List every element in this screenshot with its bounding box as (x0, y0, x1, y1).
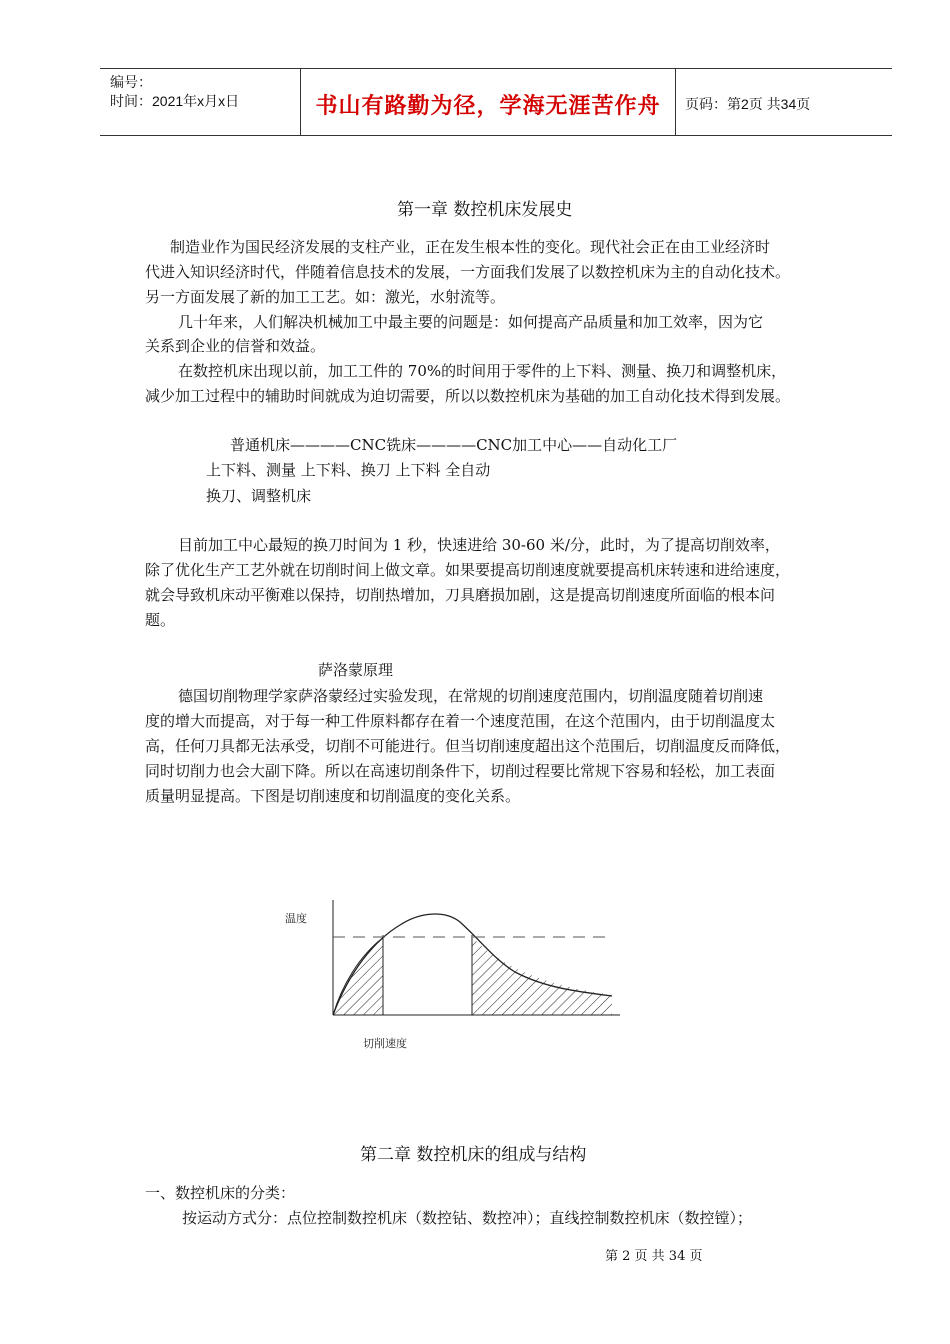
flow-line: 普通机床————CNC铣床————CNC加工中心——自动化工厂 (230, 436, 678, 454)
paragraph-line: 按运动方式分：点位控制数控机床（数控钻、数控冲）；直线控制数控机床（数控镗）； (182, 1209, 753, 1227)
paragraph-line: 几十年来，人们解决机械加工中最主要的问题是：如何提高产品质量和加工效率，因为它 (178, 313, 764, 331)
flow-sub-labels: 换刀、调整机床 (206, 487, 312, 505)
page-info: 页码：第2页 共34页 (685, 96, 811, 112)
paragraph-line: 高，任何刀具都无法承受，切削不可能进行。但当切削速度超出这个范围后，切削温度反而降低， (145, 737, 791, 755)
section-subtitle: 萨洛蒙原理 (318, 661, 394, 679)
section-heading: 一、数控机床的分类： (145, 1184, 296, 1202)
chapter1-title: 第一章 数控机床发展史 (397, 200, 573, 220)
paragraph-line: 质量明显提高。下图是切削速度和切削温度的变化关系。 (145, 787, 521, 805)
header-meta (100, 69, 301, 135)
page-footer: 第 2 页 共 34 页 (605, 1249, 703, 1264)
paragraph-line: 关系到企业的信誉和效益。 (145, 337, 326, 355)
paragraph-line: 除了优化生产工艺外就在切削时间上做文章。如果要提高切削速度就要提高机床转速和进给速度， (145, 561, 791, 579)
number-label: 编号： (110, 74, 152, 90)
x-axis-label: 切削速度 (363, 1037, 407, 1050)
paragraph-line: 德国切削物理学家萨洛蒙经过实验发现，在常规的切削速度范围内，切削温度随着切削速 (178, 687, 764, 705)
chapter2-title: 第二章 数控机床的组成与结构 (360, 1145, 587, 1165)
flow-sub-labels: 上下料、测量 上下料、换刀 上下料 全自动 (206, 461, 491, 479)
hatched-region-left (333, 937, 383, 1015)
paragraph-line: 代进入知识经济时代，伴随着信息技术的发展，一方面我们发展了以数控机床为主的自动化技术。 (145, 263, 791, 281)
page-header (100, 68, 892, 136)
paragraph-line: 制造业作为国民经济发展的支柱产业，正在发生根本性的变化。现代社会正在由工业经济时 (170, 238, 771, 256)
paragraph-line: 题。 (145, 611, 176, 629)
hatched-region-right (472, 937, 612, 1015)
paragraph-line: 在数控机床出现以前，加工工件的 70%的时间用于零件的上下料、测量、换刀和调整机床， (178, 362, 787, 380)
paragraph-line: 另一方面发展了新的加工工艺。如：激光，水射流等。 (145, 288, 506, 306)
paragraph-line: 就会导致机床动平衡难以保持，切削热增加，刀具磨损加剧，这是提高切削速度所面临的根本问 (145, 586, 776, 604)
header-motto-cell (301, 69, 676, 135)
paragraph-line: 同时切削力也会大副下降。所以在高速切削条件下，切削过程要比常规下容易和轻松，加工表面 (145, 762, 776, 780)
paragraph-line: 目前加工中心最短的换刀时间为 1 秒，快速进给 30-60 米/分，此时，为了提高切削效率， (178, 536, 780, 554)
motto: 书山有路勤为径，学海无涯苦作舟 (315, 94, 661, 119)
time-label: 时间：2021年x月x日 (110, 93, 240, 109)
paragraph-line: 减少加工过程中的辅助时间就成为迫切需要，所以以数控机床为基础的加工自动化技术得到发展。 (145, 387, 791, 405)
speed-temperature-figure (280, 900, 620, 1060)
y-axis-label: 温度 (285, 912, 307, 925)
paragraph-line: 度的增大而提高，对于每一种工件原料都存在着一个速度范围，在这个范围内，由于切削温度太 (145, 712, 776, 730)
